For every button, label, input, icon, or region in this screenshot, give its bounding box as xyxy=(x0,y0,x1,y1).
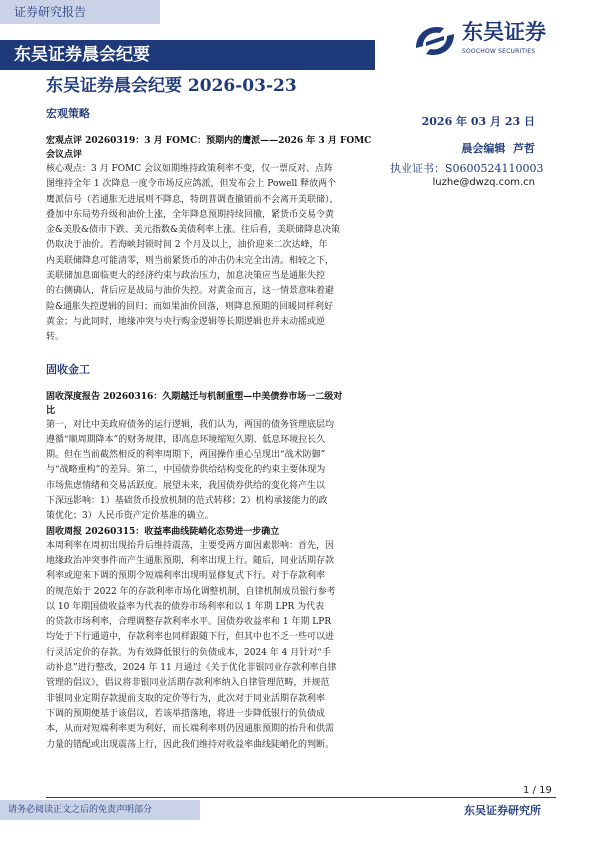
disclaimer-notice: 请务必阅读正文之后的免责声明部分 xyxy=(0,800,200,820)
section-heading: 宏观策略 xyxy=(46,107,90,120)
soochow-logo-icon xyxy=(412,18,458,64)
article-body xyxy=(46,539,381,753)
article-title-line: 固收周报 20260315：收益率曲线陡峭化态势进一步确立 xyxy=(46,526,280,537)
page-number: 1 / 19 xyxy=(523,785,552,796)
report-date: 2026 年 03 月 23 日 xyxy=(421,115,535,128)
body-line: 金&美股&债市下跌、美元指数&美债利率上涨。往后看，美联储降息决策 xyxy=(46,225,341,236)
footer-organization: 东吴证券研究所 xyxy=(464,804,541,817)
brand-logo xyxy=(412,18,582,64)
article-title xyxy=(46,390,381,418)
body-line: 的右侧确认，背后应是战局与油价失控。对黄金而言，这一情景意味着避 xyxy=(46,286,335,297)
article-title xyxy=(46,525,381,539)
editor-name: 芦哲 xyxy=(513,142,535,155)
body-line: 的规范始于 2022 年的存款利率市场化调整机制，自律机制成员银行参考 xyxy=(46,586,336,597)
body-line: 内美联储降息可能清零，则当前紧货币的冲击仍未完全出清。相较之下， xyxy=(46,255,335,266)
article-title-line: 宏观点评 20260319：3 月 FOMC：预期内的鹰派——2026 年 3 月 FOMC xyxy=(46,136,372,146)
report-subtitle: 东吴证券晨会纪要 2026-03-23 xyxy=(46,76,297,96)
body-line: 美联储加息面临更大的经济约束与政治压力，加息决策应当是通胀失控 xyxy=(46,271,326,282)
report-body xyxy=(46,106,381,753)
logo-chinese-text: 东吴证券 xyxy=(462,20,546,44)
body-line: 策优化；3）人民币资产定价基准的确立。 xyxy=(46,511,214,522)
body-line: 均处于下行通道中，存款利率也同样跟随下行，但其中也不乏一些可以进 xyxy=(46,632,335,643)
section-fixed-income-quant xyxy=(46,362,381,753)
article-title-line: 比 xyxy=(46,405,56,416)
body-line: 非银同业定期存款提前支取的定价等行为，此次对于同业活期存款利率 xyxy=(46,693,326,704)
body-line: 黄金；与此同时，地缘冲突与央行购金逻辑等长期逻辑也并未动摇或逆 xyxy=(46,316,326,327)
body-line: 仍取决于油价。若海峡封锁时间 2 个月及以上，油价迎来二次达峰，年 xyxy=(46,240,328,251)
body-line: 图维持全年 1 次降息一度令市场反应鸽派，但发布会上 Powell 释放两个 xyxy=(46,179,337,190)
article xyxy=(46,134,381,346)
body-line: 叠加中东局势升级和油价上涨，全年降息预期持续回撤，紧货币交易令黄 xyxy=(46,209,335,220)
body-line: 地缘政治冲突事件而产生通胀预期，利率出现上行。随后，同业活期存款 xyxy=(46,555,335,566)
logo-english-text: SOOCHOW SECURITIES xyxy=(462,48,536,55)
article-title-line: 固收深度报告 20260316：久期越迁与机制重塑—中美债券市场一二级对 xyxy=(46,391,343,402)
editor-line xyxy=(461,140,535,156)
section-macro-strategy xyxy=(46,106,381,346)
body-line: 管理的倡议》，倡议将非银同业活期存款利率纳入自律管理范畴，并规范 xyxy=(46,678,330,689)
body-line: 转。 xyxy=(46,332,65,343)
editor-label: 晨会编辑 xyxy=(461,142,506,155)
article xyxy=(46,390,381,525)
article-title-line: 会议点评 xyxy=(46,150,83,160)
body-line: 行灵活定价的存款。为有效降低银行的负债成本，2024 年 4 月针对“手 xyxy=(46,647,331,658)
body-line: 力量的错配或出现震荡上行，因此我们维持对收益率曲线陡峭化的判断。 xyxy=(46,739,335,750)
body-line: 险&通胀失控逻辑的回归；而如果油价回落，则降息预期的回暖同样利好 xyxy=(46,301,334,312)
body-line: 与“战略重构”的差异。第二，中国债券供给结构变化的约束主要体现为 xyxy=(46,465,326,476)
report-type-tag: 证券研究报告 xyxy=(0,0,160,24)
article-body xyxy=(46,418,381,525)
article-body xyxy=(46,162,381,346)
footer-divider xyxy=(46,797,556,798)
body-line: 下调的预期便基于该倡议，若该举措落地，将进一步降低银行的负债成 xyxy=(46,708,326,719)
body-line: 第一，对比中美政府债务的运行逻辑，我们认为，两国的债务管理底层均 xyxy=(46,419,335,430)
article xyxy=(46,525,381,753)
body-line: 核心观点：3 月 FOMC 会议如期维持政策利率不变，仅一票反对、点阵 xyxy=(46,164,334,174)
body-line: 遵循“顺周期降本”的财务规律，即高息环境缩短久期、低息环境拉长久 xyxy=(46,434,326,445)
article-title xyxy=(46,134,381,162)
body-line: 利率或迎来下调的预期令短端利率出现明显修复式下行。对于存款利率 xyxy=(46,571,326,582)
body-line: 下深远影响：1）基础货币投放机制的范式转移；2）机构承接能力的政 xyxy=(46,496,328,507)
body-line: 的贷款市场利率，合理调整存款利率水平。国债券收益率和 1 年期 LPR xyxy=(46,617,332,628)
body-line: 动补息”进行整改，2024 年 11 月通过《关于优化非银同业存款利率自律 xyxy=(46,663,337,674)
body-line: 市场焦虑情绪和交易活跃度。展望未来，我国债券供给的变化将产生以 xyxy=(46,480,326,491)
body-line: 期。但在当前截然相反的利率周期下，两国操作重心呈现出“战术防御” xyxy=(46,450,326,461)
body-line: 本周利率在周初出现抬升后维持震荡，主要受两方面因素影响：首先，因 xyxy=(46,540,335,551)
body-line: 本，从而对短端利率更为利好，而长端利率则仍因通胀预期的抬升和供需 xyxy=(46,724,335,735)
editor-email[interactable]: luzhe@dwzq.com.cn xyxy=(432,177,535,188)
section-heading: 固收金工 xyxy=(46,362,90,376)
body-line: 鹰派信号（若通胀无进展则不降息，特朗普调查撤销前不会离开美联储）， xyxy=(46,194,339,205)
report-title-bar: 东吴证券晨会纪要 xyxy=(0,40,375,70)
license-number: 执业证书：S0600524110003 xyxy=(390,162,544,175)
body-line: 以 10 年期国债收益率为代表的债券市场利率和以 1 年期 LPR 为代表 xyxy=(46,601,325,612)
